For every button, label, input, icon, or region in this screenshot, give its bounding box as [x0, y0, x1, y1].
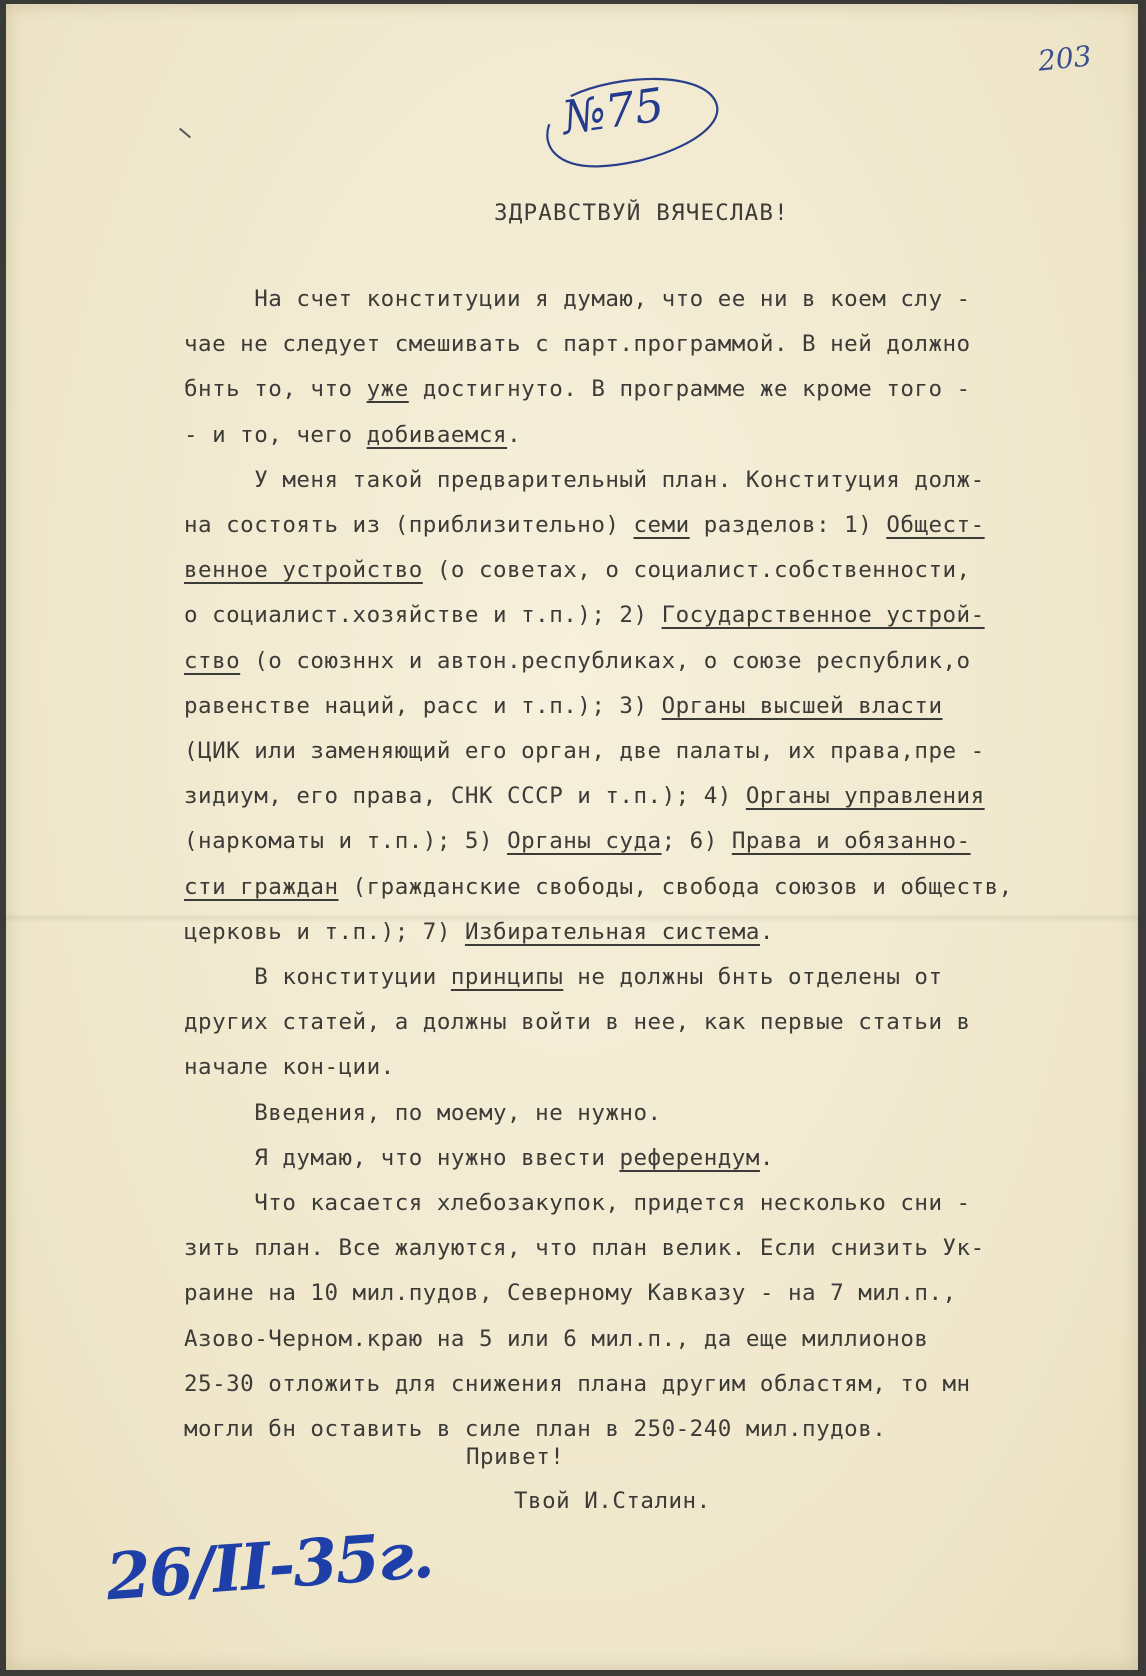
- underlined-text: Органы высшей власти: [661, 692, 943, 719]
- underlined-text: венное устройство: [184, 557, 423, 584]
- letter-line: [184, 1190, 971, 1216]
- letter-line: [184, 738, 985, 764]
- underlined-text: сти граждан: [184, 873, 339, 900]
- line-text: могли бн оставить в силе план в 250-240 мил.пудов.: [184, 1416, 887, 1442]
- line-text: (о советах, о социалист.собственности,: [422, 557, 971, 584]
- letter-line: [184, 874, 1013, 900]
- letter-line: [184, 1054, 395, 1080]
- line-text: Введения, по моему, не нужно.: [184, 1099, 662, 1126]
- line-text: Что касается хлебозакупок, придется несколько сни -: [184, 1190, 971, 1216]
- underlined-text: референдум: [619, 1144, 760, 1171]
- letter-line: [184, 1235, 985, 1261]
- letter-line: [184, 783, 985, 809]
- letter-line: [184, 512, 985, 538]
- letter-line: [184, 1326, 928, 1352]
- underlined-text: ство: [184, 647, 241, 674]
- letter-line: [184, 1371, 971, 1397]
- letter-line: [184, 828, 971, 854]
- letter-line: [184, 1280, 957, 1306]
- letter-line: [184, 331, 971, 357]
- line-text: В конституции: [184, 964, 451, 990]
- line-text: достигнуто. В программе же кроме того -: [408, 376, 971, 403]
- letter-line: [184, 648, 971, 674]
- line-text: На счет конституции я думаю, что ее ни в коем слу -: [184, 286, 971, 312]
- line-text: ; 6): [661, 828, 732, 855]
- underlined-text: Государственное устрой-: [661, 602, 985, 629]
- line-text: равенстве наций, расс и т.п.); 3): [184, 692, 662, 719]
- archive-page-number: 203: [1036, 39, 1094, 78]
- line-text: Азово-Черном.краю на 5 или 6 мил.п., да еще миллионов: [184, 1325, 929, 1352]
- line-text: раине на 10 мил.пудов, Северному Кавказу - на 7 мил.п.,: [184, 1280, 957, 1307]
- margin-mark: [179, 128, 191, 139]
- letter-line: [184, 557, 971, 583]
- letter-line: [184, 422, 521, 448]
- letter-line: [184, 602, 985, 628]
- line-text: - и то, чего: [184, 421, 367, 448]
- line-text: чае не следует смешивать с парт.программой. В ней должно: [184, 331, 971, 358]
- letter-line: [184, 919, 774, 945]
- letter-line: [184, 964, 943, 990]
- underlined-text: Общест-: [886, 512, 985, 538]
- line-text: церковь и т.п.); 7): [184, 918, 465, 945]
- underlined-text: добиваемся: [366, 421, 508, 448]
- line-text: .: [507, 421, 522, 448]
- handwritten-date: 26/II-35г.: [103, 1517, 435, 1616]
- line-text: У меня такой предварительный план. Конституция долж-: [184, 466, 985, 493]
- signature: Твой И.Сталин.: [514, 1488, 711, 1514]
- underlined-text: Органы суда: [507, 828, 662, 855]
- salutation: ЗДРАВСТВУЙ ВЯЧЕСЛАВ!: [494, 200, 789, 226]
- line-text: бнть то, что: [184, 376, 367, 403]
- letter-line: [184, 1100, 662, 1126]
- line-text: на состоять из (приблизительно): [184, 512, 634, 538]
- letter-line: [184, 376, 971, 402]
- underlined-text: уже: [366, 376, 409, 403]
- line-text: зить план. Все жалуются, что план велик. Если снизить Ук-: [184, 1235, 985, 1262]
- line-text: .: [759, 918, 774, 945]
- underlined-text: семи: [633, 512, 690, 538]
- line-text: разделов: 1): [689, 512, 887, 538]
- letter-line: [184, 286, 971, 312]
- underlined-text: Избирательная система: [464, 918, 760, 945]
- line-text: начале кон-ции.: [184, 1054, 395, 1081]
- line-text: (гражданские свободы, свобода союзов и обществ,: [338, 873, 1013, 900]
- underlined-text: принципы: [450, 964, 564, 990]
- document-number: №75: [558, 77, 668, 145]
- letter-line: [184, 1416, 886, 1442]
- document-page: [6, 4, 1138, 1670]
- closing-greeting: Привет!: [466, 1444, 565, 1470]
- letter-line: [184, 1145, 774, 1171]
- line-text: (ЦИК или заменяющий его орган, две палаты, их права,пре -: [184, 738, 985, 764]
- line-text: (наркоматы и т.п.); 5): [184, 828, 508, 855]
- line-text: Я думаю, что нужно ввести: [184, 1144, 620, 1171]
- line-text: (о союзннх и автон.республиках, о союзе республик,о: [240, 647, 971, 674]
- underlined-text: Органы управления: [745, 783, 985, 810]
- letter-line: [184, 1009, 971, 1035]
- letter-line: [184, 467, 985, 493]
- line-text: .: [759, 1144, 774, 1171]
- underlined-text: Права и обязанно-: [731, 828, 971, 855]
- line-text: 25-30 отложить для снижения плана другим областям, то мн: [184, 1370, 971, 1397]
- line-text: о социалист.хозяйстве и т.п.); 2): [184, 602, 662, 629]
- line-text: не должны бнть отделены от: [563, 964, 943, 990]
- letter-line: [184, 693, 943, 719]
- line-text: других статей, а должны войти в нее, как первые статьи в: [184, 1009, 971, 1036]
- line-text: зидиум, его права, СНК СССР и т.п.); 4): [184, 783, 746, 810]
